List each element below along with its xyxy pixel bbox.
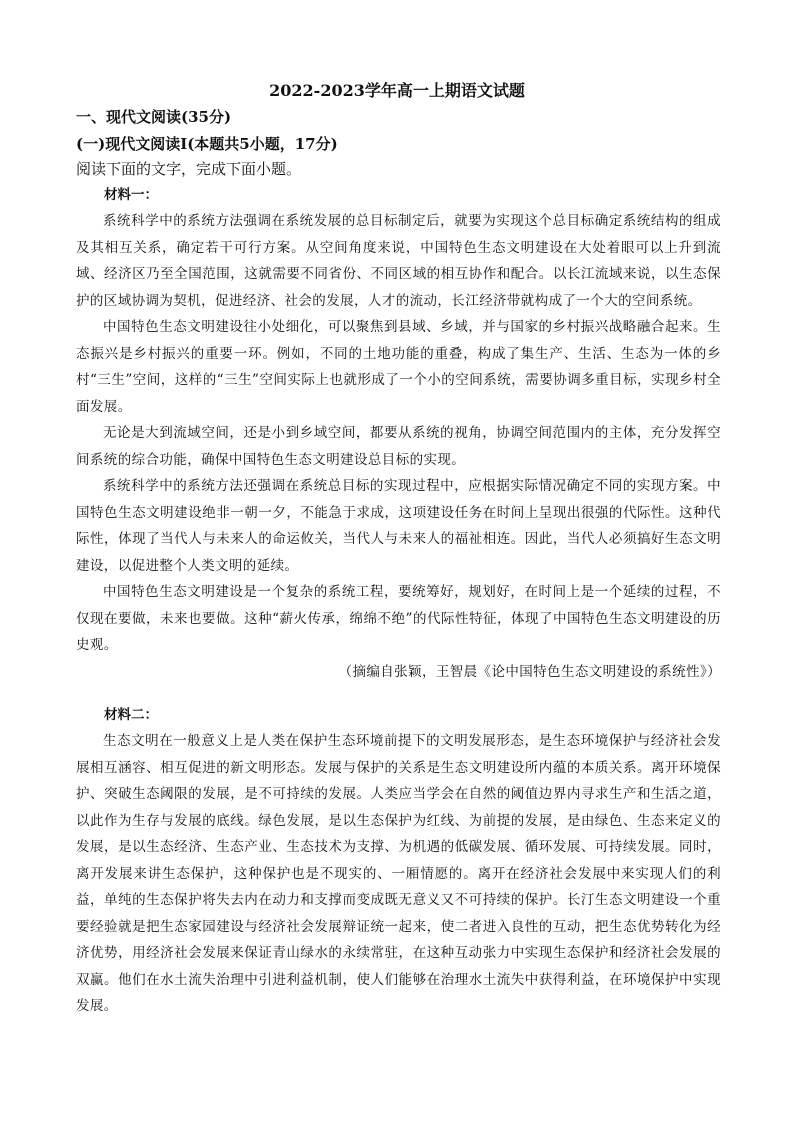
material-two-label: 材料二： (104, 707, 158, 723)
material-one (76, 182, 721, 685)
paragraph: 生态文明在一般意义上是人类在保护生态环境前提下的文明发展形态，是生态环境保护与经济社会发展相互涵容、相互促进的新文明形态。发展与保护的关系是生态文明建设所内蕴的本质关系。离开环境保护、突破生态阈限的发展，是不可持续的发展。人类应当学会在自然的阈值边界内寻求生产和生活之道，以此作为生存与发展的底线。绿色发展，是以生态保护为红线、为前提的发展，是由绿色、生态来定义的发展，是以生态经济、生态产业、生态技术为支撑、为机遇的低碳发展、循环发展、可持续发展。同时，离开发展来讲生态保护，这种保护也是不现实的、一厢情愿的。离开在经济社会发展中来实现人们的利益，单纯的生态保护将失去内在动力和支撑而变成既无意义又不可持续的保护。长汀生态文明建设一个重要经验就是把生态家园建设与经济社会发展辩证统一起来，使二者进入良性的互动，把生态优势转化为经济优势，用经济社会发展来保证青山绿水的永续常驻，在这种互动张力中实现生态保护和经济社会发展的双赢。他们在水土流失治理中引进利益机制，使人们能够在治理水土流失中获得利益，在环境保护中实现发展。 (76, 733, 721, 1014)
material-two (76, 702, 721, 1020)
paragraph: 系统科学中的系统方法还强调在系统总目标的实现过程中，应根据实际情况确定不同的实现方案。中国特色生态文明建设绝非一朝一夕，不能急于求成，这项建设任务在时间上呈现出很强的代际性。这种代际性，体现了当代人与未来人的命运攸关，当代人与未来人的福祉相连。因此，当代人必须搞好生态文明建设，以促进整个人类文明的延续。 (76, 478, 721, 574)
paragraph: 系统科学中的系统方法强调在系统发展的总目标制定后，就要为实现这个总目标确定系统结构的组成及其相互关系，确定若干可行方案。从空间角度来说，中国特色生态文明建设在大处着眼可以上升到流域、经济区乃至全国范围，这就需要不同省份、不同区域的相互协作和配合。以长江流域来说，以生态保护的区域协调为契机，促进经济、社会的发展，人才的流动，长江经济带就构成了一个大的空间系统。 (76, 213, 721, 309)
material-one-label: 材料一： (104, 187, 158, 203)
section-heading: 一、现代文阅读(35分) (76, 108, 232, 126)
page-title: 2022-2023学年高一上期语文试题 (269, 81, 525, 100)
paragraph: 中国特色生态文明建设往小处细化，可以聚焦到县域、乡域，并与国家的乡村振兴战略融合起来。生态振兴是乡村振兴的重要一环。例如，不同的土地功能的重叠，构成了集生产、生活、生态为一体的乡村“三生”空间，这样的“三生”空间实际上也就形成了一个小的空间系统，需要协调多重目标，实现乡村全面发展。 (76, 319, 721, 415)
paragraph: 中国特色生态文明建设是一个复杂的系统工程，要统筹好，规划好，在时间上是一个延续的过程，不仅现在要做，未来也要做。这种“薪火传承，绵绵不绝”的代际性特征，体现了中国特色生态文明建设的历史观。 (76, 584, 721, 653)
citation: （摘编自张颖，王智晨《论中国特色生态文明建设的系统性》） (338, 663, 721, 680)
paragraph: 无论是大到流域空间，还是小到乡域空间，都要从系统的视角，协调空间范围内的主体，充分发挥空间系统的综合功能，确保中国特色生态文明建设总目标的实现。 (76, 425, 721, 468)
instruction-text: 阅读下面的文字，完成下面小题。 (76, 160, 302, 178)
subsection-heading: (一)现代文阅读I(本题共5小题，17分) (76, 135, 338, 153)
